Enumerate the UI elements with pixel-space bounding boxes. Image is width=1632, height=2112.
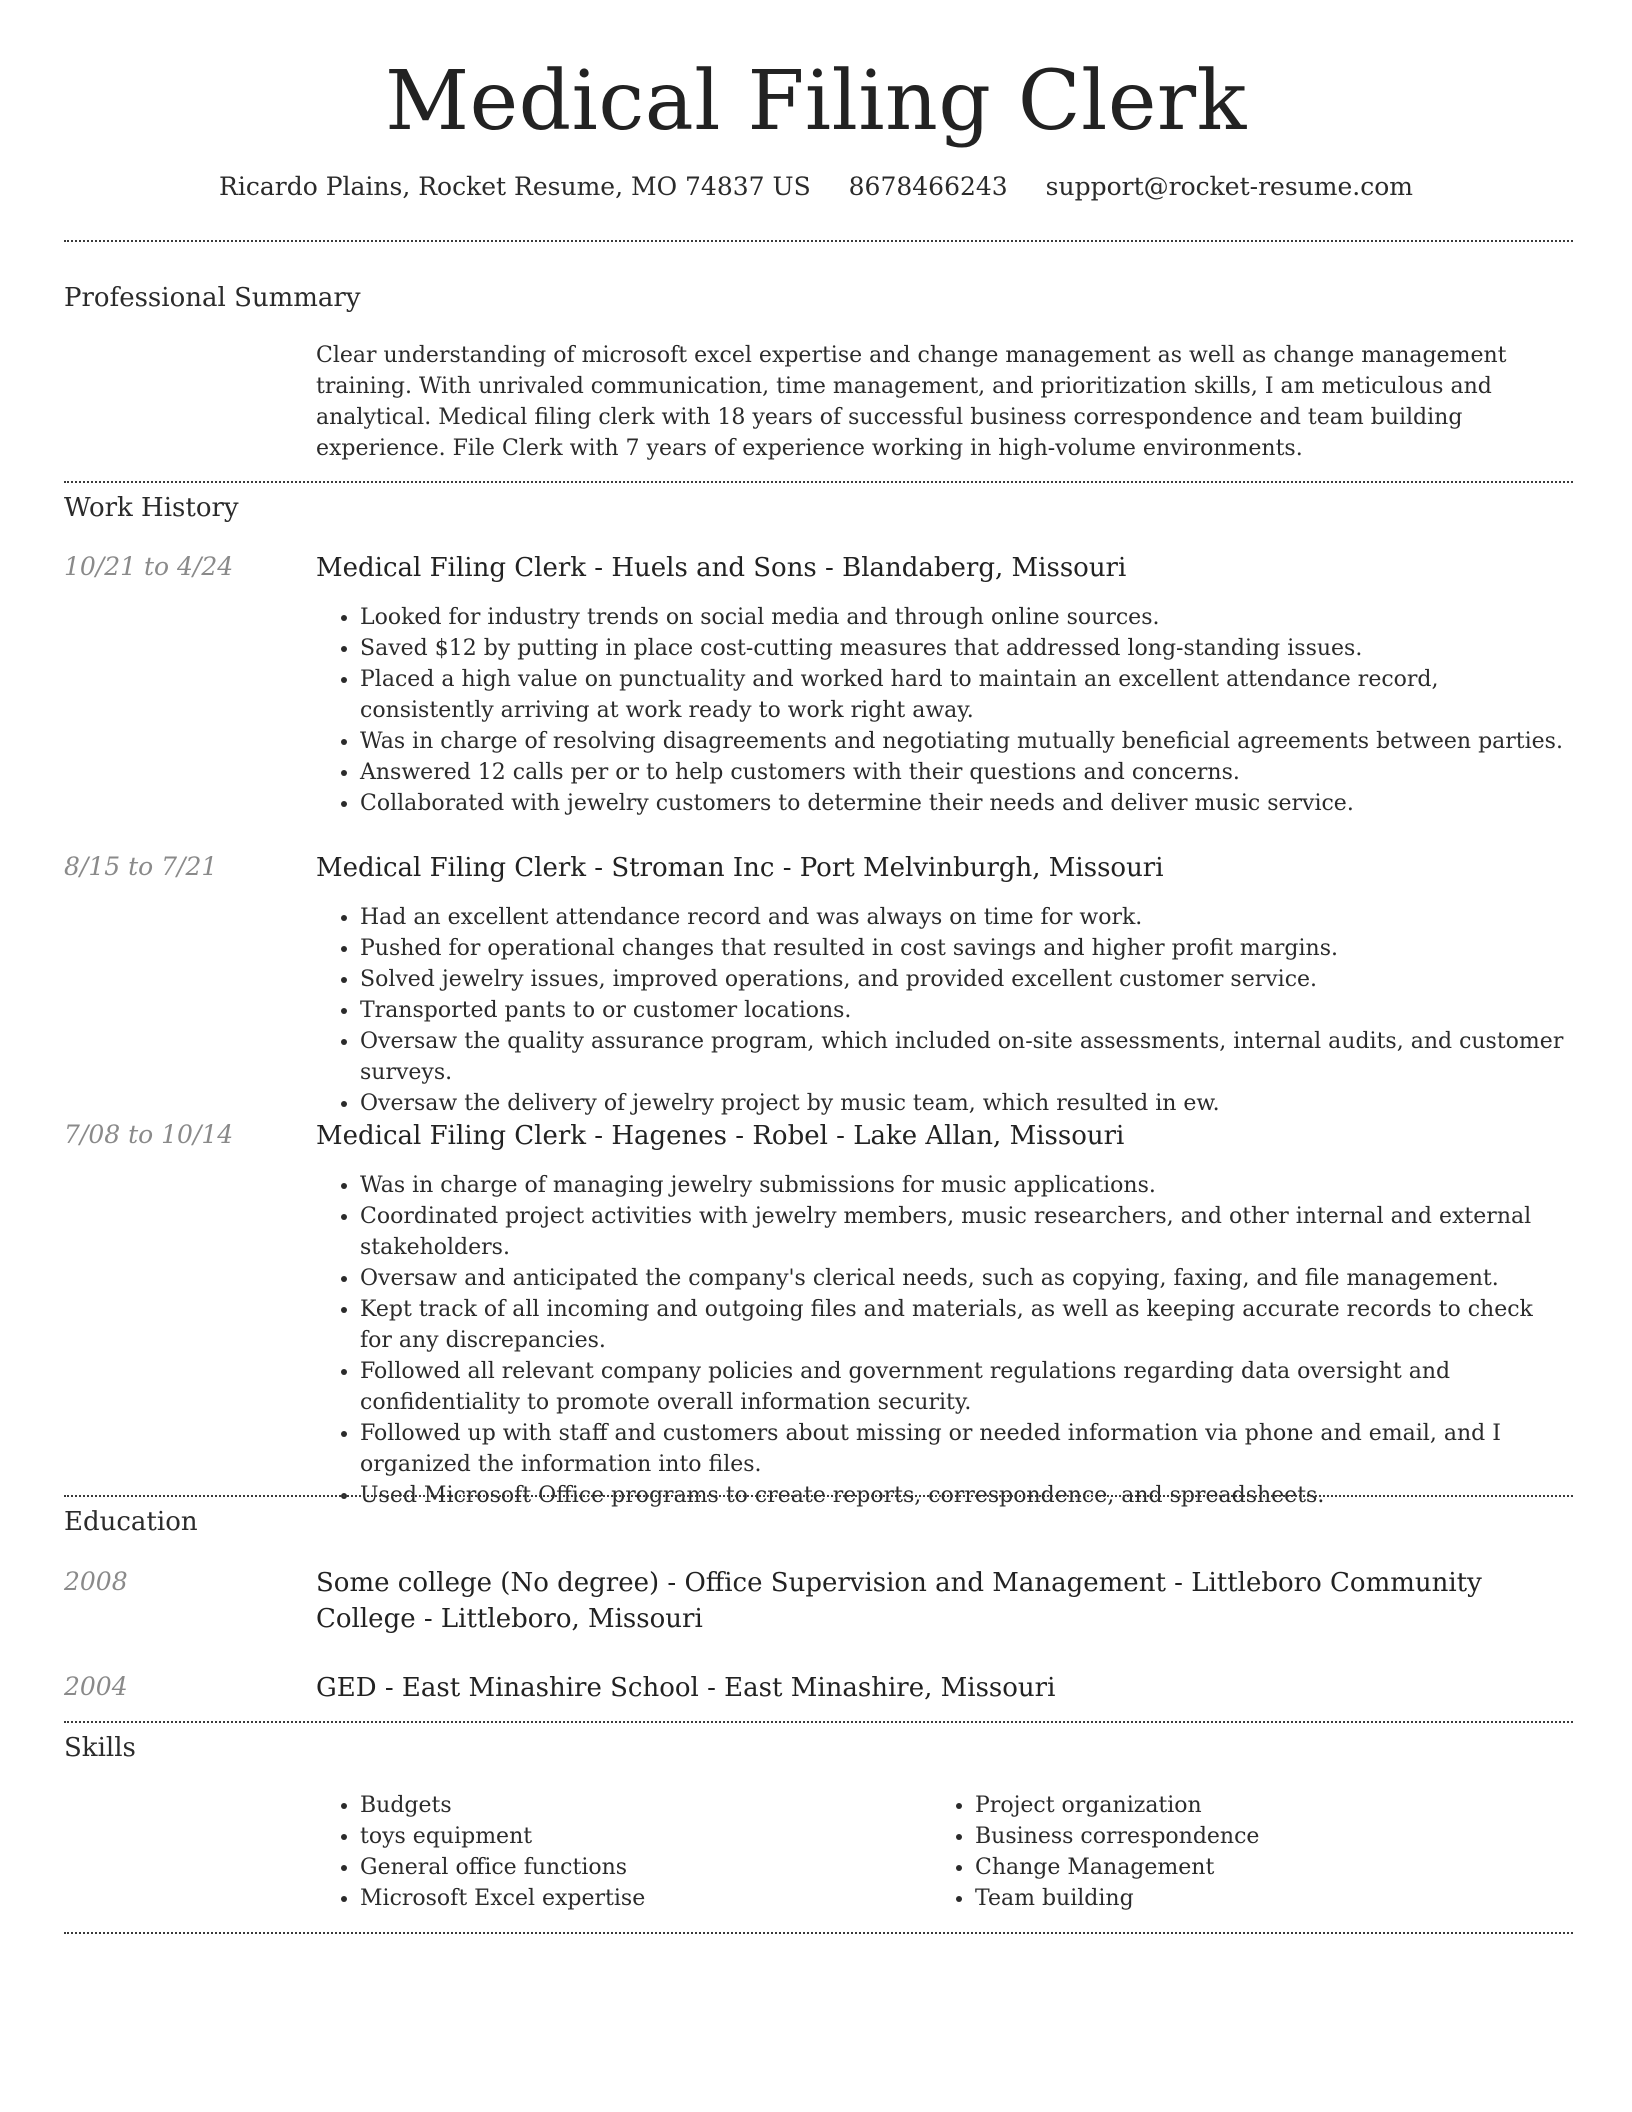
divider [64,481,1573,483]
contact-phone: 8678466243 [848,172,1008,201]
list-item: • Change Management [975,1852,1491,1883]
list-item: • Was in charge of managing jewelry submissions for music applications. [360,1170,1566,1201]
education-heading: Education [64,1507,198,1537]
education-year: 2004 [64,1672,128,1701]
list-item: • Kept track of all incoming and outgoing files and materials, as well as keeping accurate records to check for any discrepancies. [360,1294,1566,1356]
list-item: • Microsoft Excel expertise [360,1883,876,1914]
list-item: • Team building [975,1883,1491,1914]
divider [64,240,1573,242]
list-item: • Budgets [360,1790,876,1821]
skills-list-right [931,1790,1491,1914]
list-item: • Used Microsoft Office programs to create reports, correspondence, and spreadsheets. [360,1480,1566,1511]
job-bullets [316,602,1566,819]
list-item: • Business correspondence [975,1821,1491,1852]
list-item: • Followed all relevant company policies and government regulations regarding data oversight and confidentiality to promote overall information security. [360,1356,1566,1418]
list-item: • Pushed for operational changes that resulted in cost savings and higher profit margins. [360,933,1566,964]
list-item: • General office functions [360,1852,876,1883]
divider [64,1932,1573,1934]
job-dates: 10/21 to 4/24 [64,552,234,581]
summary-text: Clear understanding of microsoft excel expertise and change management as well as change management training. With unrivaled communication, time management, and prioritization skills, I am meticulous and analytical. Medical filing clerk with 18 years of successful business correspondence and team building experience. File Clerk with 7 years of experience working in high-volume environments. [316,343,1507,461]
job-heading: Medical Filing Clerk - Stroman Inc - Port Melvinburgh, Missouri [316,853,1164,883]
contact-email: support@rocket-resume.com [1045,172,1413,201]
job-dates: 7/08 to 10/14 [64,1120,234,1149]
skills-heading: Skills [64,1733,136,1763]
list-item: • Had an excellent attendance record and was always on time for work. [360,902,1566,933]
list-item: • Answered 12 calls per or to help customers with their questions and concerns. [360,757,1566,788]
divider [64,1721,1573,1723]
contact-address: Ricardo Plains, Rocket Resume, MO 74837 US [219,172,811,201]
work-history-heading: Work History [64,493,239,523]
list-item: • Oversaw the delivery of jewelry project by music team, which resulted in ew. [360,1088,1566,1119]
summary-heading: Professional Summary [64,283,361,313]
education-entry: Some college (No degree) - Office Supervision and Management - Littleboro Community College - Littleboro, Missouri [316,1568,1482,1634]
list-item: • toys equipment [360,1821,876,1852]
job-bullets [316,1170,1566,1511]
list-item: • Oversaw and anticipated the company's clerical needs, such as copying, faxing, and file management. [360,1263,1566,1294]
list-item: • Followed up with staff and customers about missing or needed information via phone and email, and I organized the information into files. [360,1418,1566,1480]
job-heading: Medical Filing Clerk - Huels and Sons - Blandaberg, Missouri [316,553,1127,583]
list-item: • Project organization [975,1790,1491,1821]
job-bullets [316,902,1566,1119]
list-item: • Was in charge of resolving disagreements and negotiating mutually beneficial agreements between parties. [360,726,1566,757]
contact-line [0,172,1632,201]
list-item: • Coordinated project activities with jewelry members, music researchers, and other internal and external stakeholders. [360,1201,1566,1263]
list-item: • Oversaw the quality assurance program, which included on-site assessments, internal audits, and customer surveys. [360,1026,1566,1088]
list-item: • Looked for industry trends on social media and through online sources. [360,602,1566,633]
education-year: 2008 [64,1567,128,1596]
list-item: • Transported pants to or customer locations. [360,995,1566,1026]
list-item: • Saved $12 by putting in place cost-cutting measures that addressed long-standing issues. [360,633,1566,664]
job-heading: Medical Filing Clerk - Hagenes - Robel - Lake Allan, Missouri [316,1121,1125,1151]
list-item: • Placed a high value on punctuality and worked hard to maintain an excellent attendance record, consistently arriving at work ready to work right away. [360,664,1566,726]
divider [64,1495,1573,1497]
skills-list-left [316,1790,876,1914]
job-dates: 8/15 to 7/21 [64,852,218,881]
education-entry: GED - East Minashire School - East Minashire, Missouri [316,1673,1056,1703]
list-item: • Collaborated with jewelry customers to determine their needs and deliver music service. [360,788,1566,819]
resume-name: Medical Filing Clerk [385,54,1247,149]
list-item: • Solved jewelry issues, improved operations, and provided excellent customer service. [360,964,1566,995]
